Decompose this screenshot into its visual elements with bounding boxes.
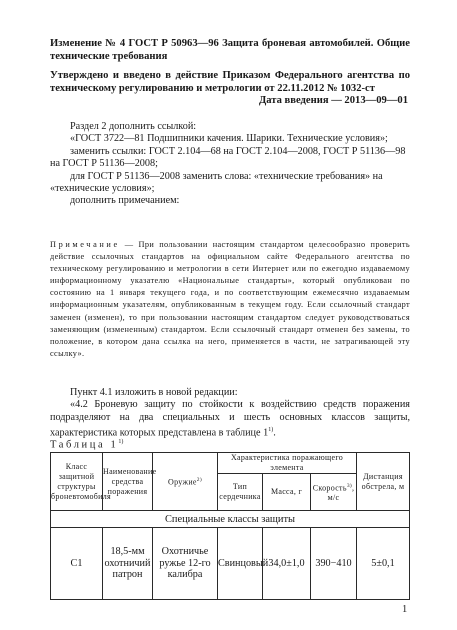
header-speed-footnote: 3): [346, 482, 352, 489]
header-core-type: Тип сердечника: [218, 474, 263, 511]
header-weapon-footnote: 2): [196, 477, 202, 484]
cell-speed: 390−410: [311, 528, 357, 600]
effective-date: Дата введения — 2013—09—01: [258, 95, 408, 106]
cell-means: 18,5-мм охотничий патрон: [103, 528, 153, 600]
cell-distance: 5±0,1: [357, 528, 410, 600]
cell-core: Свинцовый: [218, 528, 263, 600]
header-speed-unit: , м/с: [327, 483, 355, 503]
section-heading: Специальные классы защиты: [51, 511, 410, 528]
note-block: [50, 239, 410, 360]
paragraph: Пункт 4.1 изложить в новой редакции:: [70, 387, 238, 398]
amendment-title: Изменение № 4 ГОСТ Р 50963—96 Защита броневая автомобилей. Общие технические требования: [50, 38, 410, 62]
paragraph: [50, 399, 410, 440]
header-mass: Масса, г: [263, 474, 311, 511]
cell-class: С1: [51, 528, 103, 600]
protection-class-table: [50, 452, 410, 600]
header-element-group: Характеристика поражающего элемента: [218, 453, 357, 474]
paragraph: дополнить примечанием:: [70, 195, 180, 207]
table-title-footnote: 1): [118, 439, 124, 445]
table-title: [50, 439, 123, 451]
paragraph-text: «4.2 Броневую защиту по стойкости к воздействию средств поражения подразделяют на два специальных и шесть основных классов защиты, характеристика которых представлена в таблице 1: [50, 399, 410, 439]
paragraph: для ГОСТ Р 51136—2008 заменить слова: «технические требования» на «технические условия»;: [50, 170, 383, 195]
table-title-text: Таблица 1: [50, 439, 119, 451]
header-means: Наименование средства поражения: [103, 453, 153, 511]
cell-weapon: Охотничье ружье 12-го калибра: [153, 528, 218, 600]
header-speed: [311, 474, 357, 511]
paragraph: Раздел 2 дополнить ссылкой:: [70, 121, 197, 132]
header-weapon-text: Оружие: [168, 477, 197, 487]
paragraph-end: .: [273, 427, 276, 439]
header-speed-text: Скорость: [312, 483, 347, 493]
header-class: Класс защитной структуры броневтомобиля: [51, 453, 103, 511]
page-number: 1: [402, 604, 408, 615]
header-distance: Дистанция обстрела, м: [357, 453, 410, 511]
amendment-body: [50, 121, 410, 208]
cell-mass: 34,0±1,0: [263, 528, 311, 600]
note-text: — При пользовании настоящим стандартом целесообразно проверить действие ссылочных стандартов на официальном сайте Федерального агентства по техническому регулированию и метрологии в сети Интернет или по ежегодно издаваемому информационному указателю «Национальные стандарты», который опубликован по состоянию на 1 января текущего года, и по соответствующим ежемесячно издаваемым информационным указателям, опубликованным в текущем году. Если ссылочный стандарт заменен (изменен), то при пользовании настоящим стандартом следует руководствоваться заменяющим (измененным) стандартом. Если ссылочный стандарт отменен без замены, то положение, в котором дана ссылка на него, применяется в части, не затрагивающей эту ссылку».: [50, 240, 410, 358]
note-label: Примечание: [50, 240, 120, 249]
paragraph: заменить ссылки: ГОСТ 2.104—68 на ГОСТ 2.104—2008, ГОСТ Р 51136—98 на ГОСТ Р 51136—2008;: [50, 145, 406, 170]
header-weapon: [153, 453, 218, 511]
amendment-body-continued: [50, 387, 410, 440]
paragraph: «ГОСТ 3722—81 Подшипники качения. Шарики. Технические условия»;: [70, 133, 388, 145]
footnote-ref: 1): [268, 427, 274, 434]
approval-statement: Утверждено и введено в действие Приказом Федерального агентства по техническому регулированию и метрологии от 22.11.2012 № 1032-ст: [50, 70, 410, 94]
